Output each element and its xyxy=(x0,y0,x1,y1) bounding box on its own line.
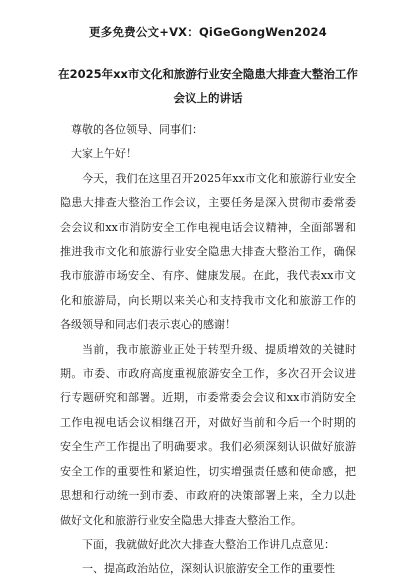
title-line-1: 在2025年xx市文化和旅游行业安全隐患大排查大整治工作 xyxy=(58,67,358,81)
title-line-2: 会议上的讲话 xyxy=(173,91,243,105)
paragraph-2: 当前，我市旅游业正处于转型升级、提质增效的关键时期。市委、市政府高度重视旅游安全工作，多次召开会议进行专题研究和部署。近期，市委常委会会议和xx市消防安全工作电视电话会议相继召开，对做好当前和今后一个时期的安全生产工作提出了明确要求。我们必须深刻认识做好旅游安全工作的重要性和紧迫性，切实增强责任感和使命感，把思想和行动统一到市委、市政府的决策部署上来，全力以赴做好文化和旅游行业安全隐患大排查大整治工作。 xyxy=(60,342,356,527)
paragraph-3: 下面，我就做好此次大排查大整治工作讲几点意见： xyxy=(82,537,335,551)
salutation: 尊敬的各位领导、同事们： xyxy=(71,123,203,136)
header-note: 更多免费公文+VX：QiGeGongWen2024 xyxy=(89,25,327,39)
speech-title xyxy=(54,62,362,110)
greeting: 大家上午好！ xyxy=(71,147,137,161)
paragraph-1: 今天，我们在这里召开2025年xx市文化和旅游行业安全隐患大排查大整治工作会议，主要任务是深入贯彻市委常委会会议和xx市消防安全工作电视电话会议精神，全面部署和推进我市文化和旅游行业安全隐患大排查大整治工作，确保我市旅游市场安全、有序、健康发展。在此，我代表xx市文化和旅游局，向长期以来关心和支持我市文化和旅游工作的各级领导和同志们表示衷心的感谢！ xyxy=(60,171,356,332)
section-heading-1: 一、提高政治站位，深刻认识旅游安全工作的重要性 xyxy=(82,562,335,576)
speech-body xyxy=(60,118,356,582)
